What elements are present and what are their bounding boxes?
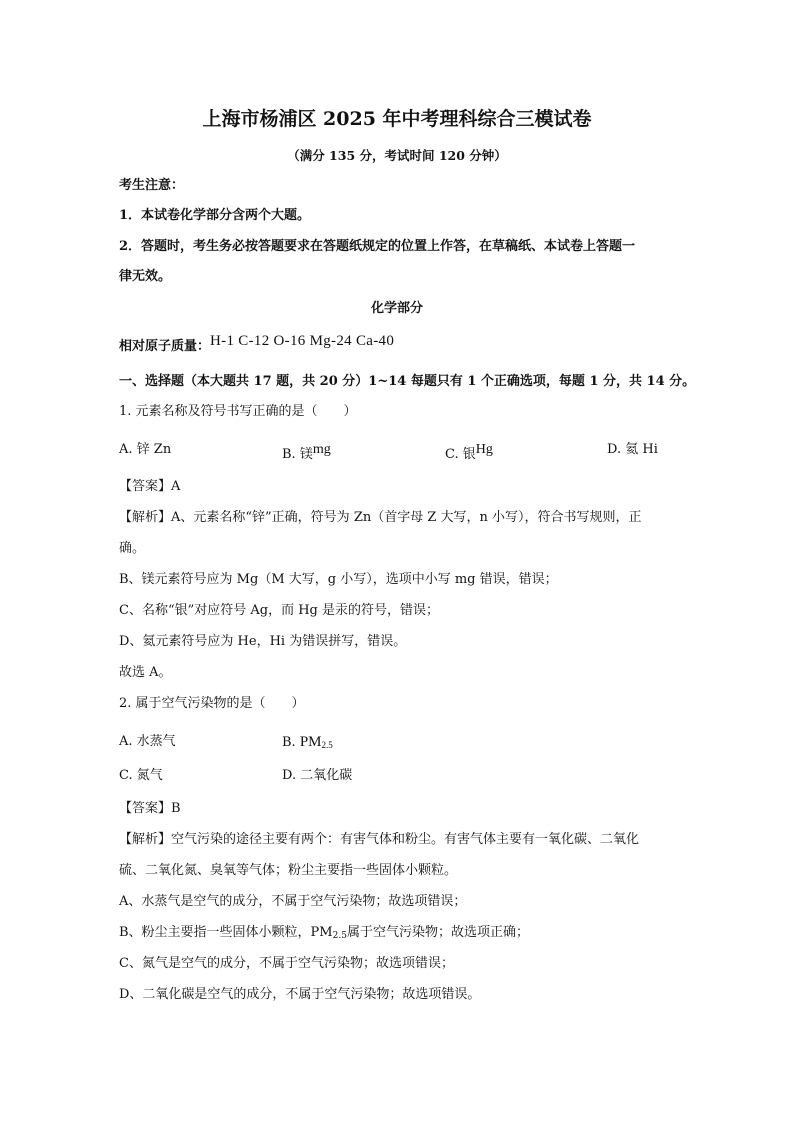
q1-analysis-line-5: D、氦元素符号应为 He，Hi 为错误拼写，错误。 [119, 634, 407, 649]
part-1-heading: 一、选择题（本大题共 17 题，共 20 分）1~14 每题只有 1 个正确选项，每题 1 分，共 14 分。 [119, 374, 696, 389]
q1-answer: 【答案】A [119, 479, 181, 494]
q1-option-d: D. 氦 Hi [607, 442, 658, 457]
q2-option-b-label: B. [282, 735, 300, 750]
q2-analysis-line-4-subscript: 2.5 [332, 931, 347, 941]
section-title: 化学部分 [370, 301, 423, 316]
q1-conclusion: 故选 A。 [119, 665, 172, 680]
q1-analysis-line-3: B、镁元素符号应为 Mg（M 大写，g 小写），选项中小写 mg 错误，错误； [119, 572, 558, 587]
atomic-mass-label: 相对原子质量： [119, 339, 211, 354]
q2-analysis-line-4-start: B、粉尘主要指一些固体小颗粒，PM [119, 925, 333, 940]
q2-analysis-line-4 [119, 923, 529, 946]
q1-option-b-symbol: mg [312, 442, 331, 457]
q1-option-b [282, 440, 331, 465]
q2-analysis-line-5: C、氮气是空气的成分，不属于空气污染物；故选项错误； [119, 956, 454, 971]
notice-item-2-line-2: 律无效。 [119, 269, 172, 284]
q2-analysis-line-2: 硫、二氧化氮、臭氧等气体；粉尘主要指一些固体小颗粒。 [119, 863, 458, 878]
notice-item-1: 1．本试卷化学部分含两个大题。 [119, 208, 311, 223]
q2-option-b [282, 732, 333, 755]
q2-stem: 2. 属于空气污染物的是（ ） [119, 696, 305, 711]
q2-analysis-line-4-end: 属于空气污染物；故选项正确； [346, 925, 529, 940]
q1-option-c-symbol: Hg [475, 442, 493, 457]
q1-option-c-label: C. 银 [445, 447, 476, 462]
page-title: 上海市杨浦区 2025 年中考理科综合三模试卷 [202, 108, 592, 130]
notice-item-2-line-1: 2．答题时，考生务必按答题要求在答题纸规定的位置上作答，在草稿纸、本试卷上答题一 [119, 239, 636, 254]
atomic-mass-values: H-1 C-12 O-16 Mg-24 Ca-40 [210, 333, 395, 349]
q2-analysis-line-1: 【解析】空气污染的途径主要有两个：有害气体和粉尘。有害气体主要有一氧化碳、二氧化 [119, 832, 640, 847]
exam-info-subtitle: （满分 135 分，考试时间 120 分钟） [287, 148, 507, 163]
q2-analysis-line-6: D、二氧化碳是空气的成分，不属于空气污染物；故选项错误。 [119, 987, 481, 1002]
q2-option-b-formula: PM [299, 734, 322, 750]
q1-option-c [445, 440, 493, 465]
q2-option-c: C. 氮气 [119, 768, 163, 783]
q1-analysis-line-4: C、名称“银”对应符号 Ag，而 Hg 是汞的符号，错误； [119, 603, 440, 618]
q2-analysis-line-3: A、水蒸气是空气的成分，不属于空气污染物；故选项错误； [119, 894, 467, 909]
q2-option-b-subscript: 2.5 [321, 740, 333, 750]
q1-stem: 1. 元素名称及符号书写正确的是（ ） [119, 404, 357, 419]
q1-analysis-line-1: 【解析】A、元素名称“锌”正确，符号为 Zn（首字母 Z 大写，n 小写），符合书写规则，正 [119, 510, 642, 525]
q2-option-a: A. 水蒸气 [119, 734, 176, 749]
q1-option-b-label: B. 镁 [282, 447, 313, 462]
q2-answer: 【答案】B [119, 801, 181, 816]
q1-option-a: A. 锌 Zn [119, 442, 172, 457]
atomic-mass-row [119, 333, 395, 357]
q2-option-d: D. 二氧化碳 [282, 768, 353, 783]
q1-analysis-line-2: 确。 [119, 541, 146, 556]
notice-heading: 考生注意： [119, 178, 185, 193]
